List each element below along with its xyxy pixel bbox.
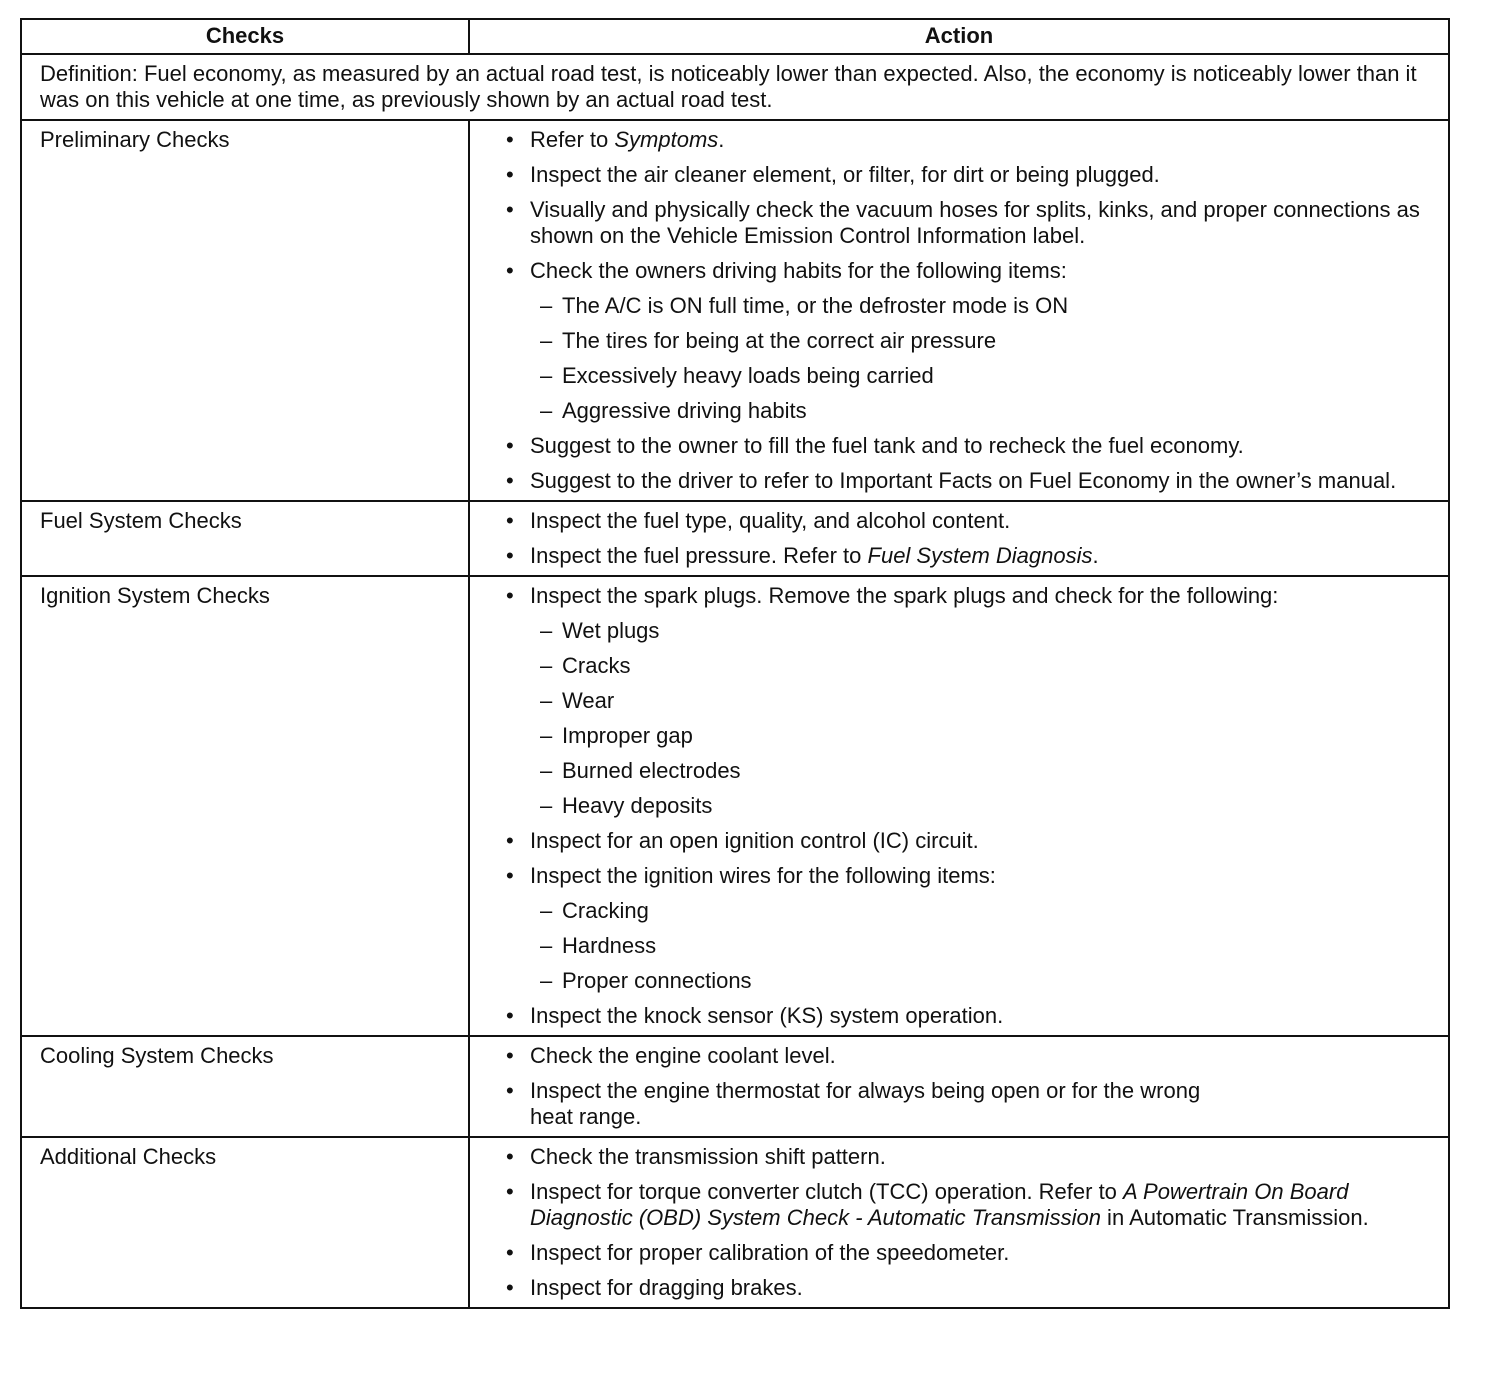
fuel-economy-diagnosis-table — [20, 18, 1450, 1309]
sub-list-item: – Excessively heavy loads being carried — [530, 363, 1442, 389]
item-text: Inspect the fuel pressure. Refer to — [530, 543, 868, 568]
sub-list-item: – Proper connections — [530, 968, 1442, 994]
list-item: • Suggest to the driver to refer to Important Facts on Fuel Economy in the owner’s manual. — [504, 468, 1442, 494]
table-row — [21, 576, 1449, 1036]
sub-list-item: – Cracks — [530, 653, 1442, 679]
header-row — [21, 19, 1449, 54]
item-text: heat range. — [530, 1104, 642, 1129]
list-item: • Inspect for dragging brakes. — [504, 1275, 1442, 1301]
list-item — [504, 127, 1442, 153]
powertrain-obd-reference: A Powertrain On Board Diagnostic (OBD) System Check - Automatic Transmission — [530, 1179, 1349, 1230]
list-item — [504, 863, 1442, 994]
list-item: • Visually and physically check the vacuum hoses for splits, kinks, and proper connections as shown on the Vehicle Emission Control Information label. — [504, 197, 1442, 249]
sub-list-item: – Wear — [530, 688, 1442, 714]
list-item: • Suggest to the owner to fill the fuel tank and to recheck the fuel economy. — [504, 433, 1442, 459]
sub-list-item: – The A/C is ON full time, or the defroster mode is ON — [530, 293, 1442, 319]
list-item — [504, 543, 1442, 569]
list-item — [504, 583, 1442, 819]
additional-checks-label: Additional Checks — [21, 1137, 469, 1308]
item-text: Inspect the spark plugs. Remove the spark plugs and check for the following: — [530, 583, 1279, 608]
list-item: • Inspect for an open ignition control (IC) circuit. — [504, 828, 1442, 854]
table-row — [21, 1137, 1449, 1308]
table-row — [21, 1036, 1449, 1137]
item-text: . — [718, 127, 725, 152]
cooling-system-checks-label: Cooling System Checks — [21, 1036, 469, 1137]
list-item — [504, 1078, 1442, 1130]
sub-list-item: – Improper gap — [530, 723, 1442, 749]
sub-list-item: – Hardness — [530, 933, 1442, 959]
item-text: Refer to — [530, 127, 615, 152]
item-text: Check the owners driving habits for the following items: — [530, 258, 1067, 283]
fuel-system-checks-label: Fuel System Checks — [21, 501, 469, 576]
item-text: Inspect the engine thermostat for always being open or for the wrong — [530, 1078, 1201, 1103]
item-text: in Automatic Transmission. — [1100, 1205, 1369, 1230]
definition-row — [21, 54, 1449, 120]
list-item: • Inspect the knock sensor (KS) system operation. — [504, 1003, 1442, 1029]
table-row — [21, 501, 1449, 576]
sub-list-item: – Cracking — [530, 898, 1442, 924]
preliminary-checks-label: Preliminary Checks — [21, 120, 469, 501]
sub-list-item: – Wet plugs — [530, 618, 1442, 644]
list-item — [504, 258, 1442, 424]
preliminary-actions — [469, 120, 1449, 501]
list-item: • Inspect the fuel type, quality, and alcohol content. — [504, 508, 1442, 534]
sub-list-item: – Aggressive driving habits — [530, 398, 1442, 424]
ignition-system-actions — [469, 576, 1449, 1036]
ignition-system-checks-label: Ignition System Checks — [21, 576, 469, 1036]
sub-list-item: – Burned electrodes — [530, 758, 1442, 784]
list-item: • Check the transmission shift pattern. — [504, 1144, 1442, 1170]
sub-list-item: – Heavy deposits — [530, 793, 1442, 819]
additional-actions — [469, 1137, 1449, 1308]
list-item: • Inspect for proper calibration of the speedometer. — [504, 1240, 1442, 1266]
table-row — [21, 120, 1449, 501]
sub-list-item: – The tires for being at the correct air pressure — [530, 328, 1442, 354]
list-item: • Check the engine coolant level. — [504, 1043, 1442, 1069]
cooling-system-actions — [469, 1036, 1449, 1137]
item-text: Inspect for torque converter clutch (TCC) operation. Refer to — [530, 1179, 1124, 1204]
list-item: • Inspect the air cleaner element, or filter, for dirt or being plugged. — [504, 162, 1442, 188]
action-column-header: Action — [469, 19, 1449, 54]
fuel-system-actions — [469, 501, 1449, 576]
list-item — [504, 1179, 1442, 1231]
item-text: Inspect the ignition wires for the following items: — [530, 863, 996, 888]
fuel-system-diagnosis-reference: Fuel System Diagnosis — [867, 543, 1093, 568]
definition-text: Definition: Fuel economy, as measured by an actual road test, is noticeably lower than expected. Also, the economy is noticeably lower than it was on this vehicle at one time, as previously shown by an actual road test. — [21, 54, 1449, 120]
symptoms-reference: Symptoms — [614, 127, 719, 152]
checks-column-header: Checks — [21, 19, 469, 54]
item-text: . — [1092, 543, 1099, 568]
